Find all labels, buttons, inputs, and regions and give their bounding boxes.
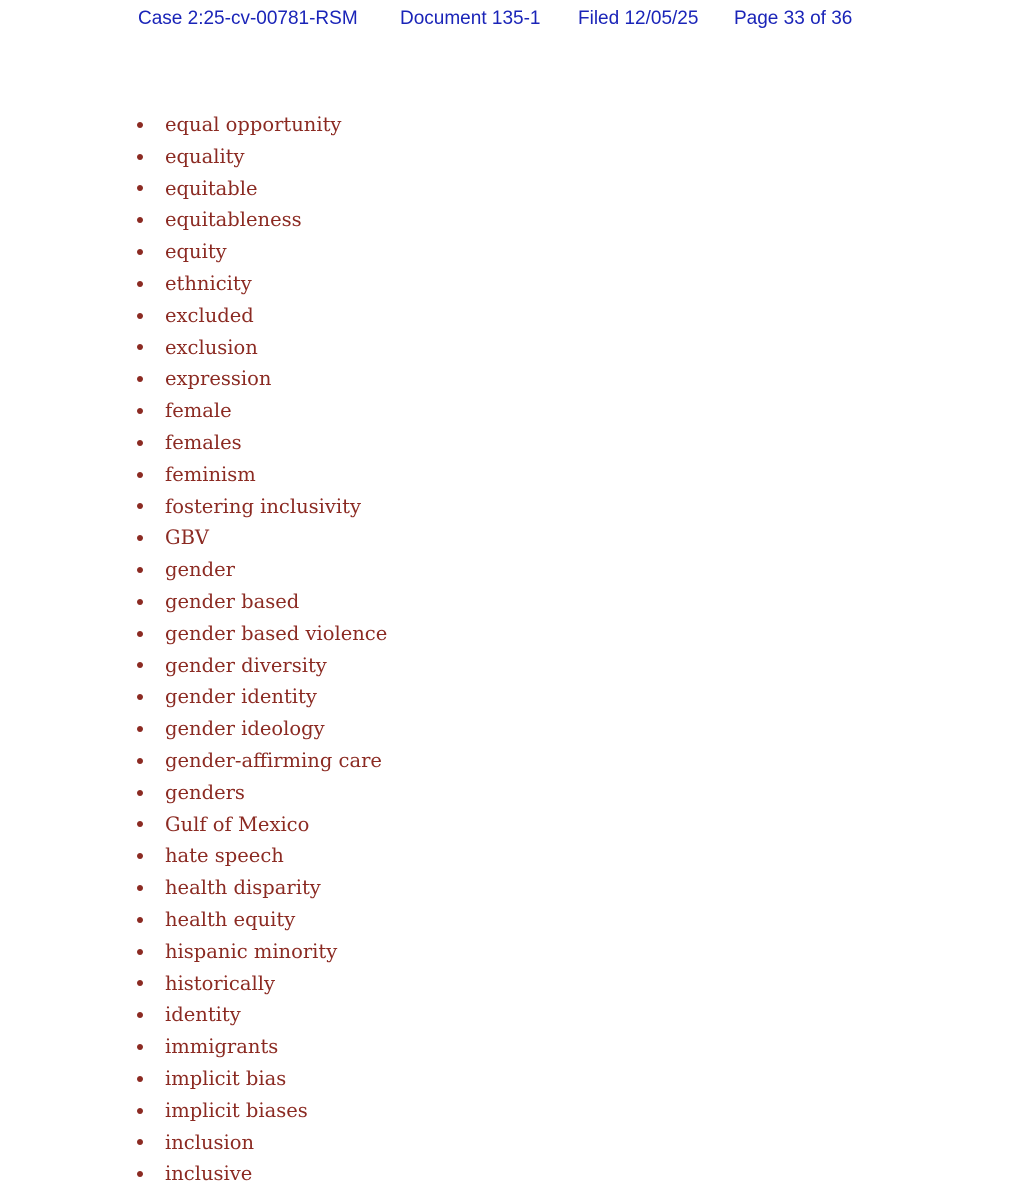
- term-text: females: [165, 430, 242, 454]
- term-text: GBV: [165, 526, 209, 550]
- case-number: Case 2:25-cv-00781-RSM: [138, 8, 358, 29]
- term-text: exclusion: [165, 335, 258, 359]
- list-item: [0, 300, 387, 332]
- term-text: excluded: [165, 303, 254, 327]
- term-list: [0, 109, 387, 1190]
- term-text: gender based violence: [165, 621, 388, 645]
- term-text: genders: [165, 780, 245, 804]
- list-item: [0, 491, 387, 523]
- bullet-icon: [137, 726, 143, 732]
- bullet-icon: [137, 662, 143, 668]
- term-text: immigrants: [165, 1035, 279, 1059]
- term-text: Gulf of Mexico: [165, 812, 310, 836]
- list-item: [0, 586, 387, 618]
- list-item: [0, 395, 387, 427]
- list-item: [0, 968, 387, 1000]
- bullet-icon: [137, 535, 143, 541]
- term-text: gender identity: [165, 685, 317, 709]
- bullet-icon: [137, 185, 143, 191]
- bullet-icon: [137, 980, 143, 986]
- term-text: ethnicity: [165, 271, 252, 295]
- bullet-icon: [137, 472, 143, 478]
- term-text: implicit biases: [165, 1098, 308, 1122]
- bullet-icon: [137, 599, 143, 605]
- list-item: [0, 809, 387, 841]
- list-item: [0, 204, 387, 236]
- bullet-icon: [137, 821, 143, 827]
- term-text: gender-affirming care: [165, 748, 382, 772]
- bullet-icon: [137, 122, 143, 128]
- bullet-icon: [137, 631, 143, 637]
- list-item: [0, 999, 387, 1031]
- bullet-icon: [137, 1076, 143, 1082]
- list-item: [0, 1095, 387, 1127]
- list-item: [0, 681, 387, 713]
- bullet-icon: [137, 694, 143, 700]
- list-item: [0, 236, 387, 268]
- bullet-icon: [137, 567, 143, 573]
- bullet-icon: [137, 949, 143, 955]
- list-item: [0, 268, 387, 300]
- list-item: [0, 332, 387, 364]
- term-text: health equity: [165, 907, 296, 931]
- bullet-icon: [137, 344, 143, 350]
- term-text: inclusive: [165, 1162, 253, 1186]
- term-text: gender: [165, 558, 235, 582]
- bullet-icon: [137, 1012, 143, 1018]
- bullet-icon: [137, 758, 143, 764]
- bullet-icon: [137, 249, 143, 255]
- bullet-icon: [137, 281, 143, 287]
- term-text: identity: [165, 1003, 241, 1027]
- list-item: [0, 840, 387, 872]
- term-text: equitable: [165, 176, 258, 200]
- term-text: equity: [165, 240, 227, 264]
- bullet-icon: [137, 313, 143, 319]
- bullet-icon: [137, 1139, 143, 1145]
- bullet-icon: [137, 1171, 143, 1177]
- list-item: [0, 522, 387, 554]
- term-text: historically: [165, 971, 275, 995]
- document-number: Document 135-1: [400, 8, 541, 29]
- term-text: feminism: [165, 462, 256, 486]
- term-text: fostering inclusivity: [165, 494, 361, 518]
- list-item: [0, 554, 387, 586]
- list-item: [0, 1158, 387, 1190]
- bullet-icon: [137, 790, 143, 796]
- bullet-icon: [137, 440, 143, 446]
- term-text: implicit bias: [165, 1066, 287, 1090]
- list-item: [0, 904, 387, 936]
- list-item: [0, 872, 387, 904]
- list-item: [0, 427, 387, 459]
- list-item: [0, 618, 387, 650]
- list-item: [0, 1127, 387, 1159]
- term-text: gender based: [165, 589, 300, 613]
- list-item: [0, 459, 387, 491]
- bullet-icon: [137, 1108, 143, 1114]
- bullet-icon: [137, 503, 143, 509]
- court-filing-header: [0, 8, 1010, 34]
- list-item: [0, 363, 387, 395]
- list-item: [0, 650, 387, 682]
- list-item: [0, 713, 387, 745]
- list-item: [0, 109, 387, 141]
- term-text: gender diversity: [165, 653, 327, 677]
- list-item: [0, 745, 387, 777]
- term-text: health disparity: [165, 876, 321, 900]
- term-text: equality: [165, 144, 245, 168]
- page-number: Page 33 of 36: [734, 8, 853, 29]
- term-text: female: [165, 399, 232, 423]
- list-item: [0, 173, 387, 205]
- filed-date: Filed 12/05/25: [578, 8, 699, 29]
- term-text: expression: [165, 367, 272, 391]
- bullet-icon: [137, 885, 143, 891]
- list-item: [0, 141, 387, 173]
- list-item: [0, 1031, 387, 1063]
- term-text: hispanic minority: [165, 939, 338, 963]
- bullet-icon: [137, 376, 143, 382]
- bullet-icon: [137, 154, 143, 160]
- term-text: equitableness: [165, 208, 302, 232]
- bullet-icon: [137, 1044, 143, 1050]
- bullet-icon: [137, 217, 143, 223]
- list-item: [0, 936, 387, 968]
- bullet-icon: [137, 917, 143, 923]
- term-text: gender ideology: [165, 717, 325, 741]
- list-item: [0, 1063, 387, 1095]
- term-text: equal opportunity: [165, 113, 342, 136]
- bullet-icon: [137, 408, 143, 414]
- term-text: hate speech: [165, 844, 284, 868]
- term-text: inclusion: [165, 1130, 255, 1154]
- bullet-icon: [137, 853, 143, 859]
- list-item: [0, 777, 387, 809]
